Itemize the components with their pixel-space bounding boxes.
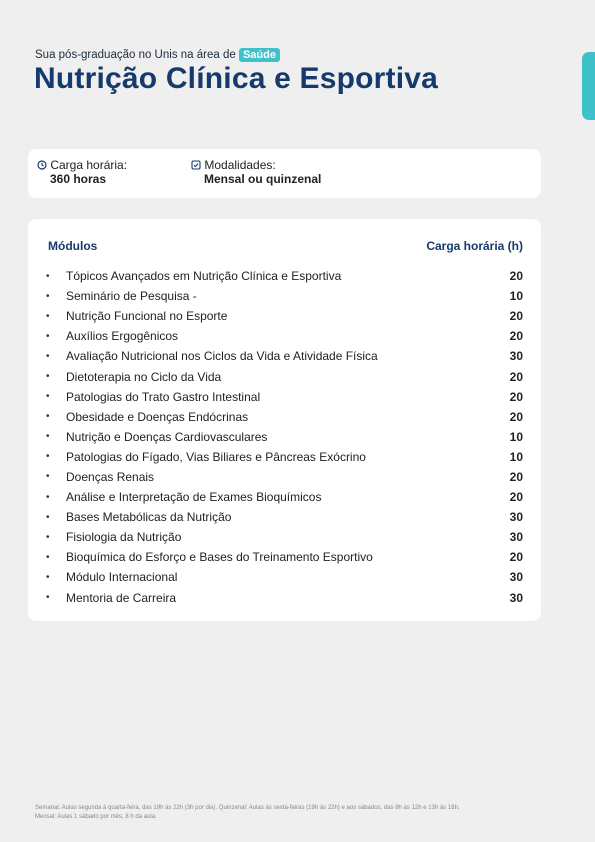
list-item <box>46 567 523 587</box>
modules-card <box>28 219 541 621</box>
bullet: • <box>46 531 50 543</box>
module-name: Doenças Renais <box>66 469 155 484</box>
module-hours: 20 <box>509 389 523 404</box>
list-item <box>46 588 523 608</box>
module-hours: 20 <box>509 329 523 344</box>
module-name: Tópicos Avançados em Nutrição Clínica e Esportiva <box>66 269 342 284</box>
bullet: • <box>46 350 50 362</box>
module-name: Mentoria de Carreira <box>66 590 177 605</box>
module-name: Módulo Internacional <box>66 570 178 585</box>
module-hours: 20 <box>509 269 523 284</box>
course-title: Nutrição Clínica e Esportiva <box>34 62 439 95</box>
module-name: Fisiologia da Nutrição <box>66 530 182 545</box>
modules-column-header: Módulos <box>48 239 98 253</box>
list-item <box>46 286 523 306</box>
side-tab-accent <box>582 52 595 120</box>
list-item <box>46 467 523 487</box>
module-name: Bases Metabólicas da Nutrição <box>66 510 232 525</box>
bullet: • <box>46 511 50 523</box>
bullet: • <box>46 431 50 443</box>
module-hours: 30 <box>509 530 523 545</box>
bullet: • <box>46 491 50 503</box>
list-item <box>46 346 523 366</box>
footnote-line-2: Mensal: Aulas 1 sábado por mês, 8 h da aula. <box>35 814 157 820</box>
modality-value: Mensal ou quinzenal <box>204 172 322 186</box>
module-hours: 20 <box>509 309 523 324</box>
footnote <box>35 804 555 822</box>
checkbox-icon <box>191 160 201 170</box>
list-item <box>46 547 523 567</box>
workload-label: Carga horária: <box>50 158 128 172</box>
module-name: Auxílios Ergogênicos <box>66 329 179 344</box>
list-item <box>46 407 523 427</box>
module-name: Nutrição e Doenças Cardiovasculares <box>66 429 268 444</box>
module-hours: 20 <box>509 469 523 484</box>
module-name: Análise e Interpretação de Exames Bioquímicos <box>66 490 322 505</box>
module-name: Patologias do Fígado, Vias Biliares e Pâncreas Exócrino <box>66 449 366 464</box>
module-hours: 20 <box>509 409 523 424</box>
module-hours: 10 <box>509 449 523 464</box>
module-hours: 10 <box>509 429 523 444</box>
bullet: • <box>46 391 50 403</box>
module-name: Seminário de Pesquisa - <box>66 289 197 304</box>
bullet: • <box>46 371 50 383</box>
module-name: Bioquímica do Esforço e Bases do Treinamento Esportivo <box>66 550 373 565</box>
clock-icon <box>37 160 47 170</box>
list-item <box>46 507 523 527</box>
module-name: Avaliação Nutricional nos Ciclos da Vida e Atividade Física <box>66 349 378 364</box>
intro-text: Sua pós-graduação no Unis na área de <box>35 49 236 61</box>
module-hours: 30 <box>509 510 523 525</box>
module-name: Nutrição Funcional no Esporte <box>66 309 228 324</box>
list-item <box>46 366 523 386</box>
footnote-line-1: Semanal: Aulas segunda à quarta-feira, das 19h às 22h (3h por dia). Quinzenal: Aulas às sexta-feiras (19h às 22h) e aos sábados, das 8h às 12h e 13h às 16h. <box>35 805 460 811</box>
bullet: • <box>46 571 50 583</box>
hours-column-header: Carga horária (h) <box>426 239 523 253</box>
module-name: Patologias do Trato Gastro Intestinal <box>66 389 261 404</box>
module-name: Dietoterapia no Ciclo da Vida <box>66 369 222 384</box>
list-item <box>46 487 523 507</box>
bullet: • <box>46 310 50 322</box>
modality-label: Modalidades: <box>204 158 276 172</box>
workload-info <box>37 158 127 186</box>
info-card <box>28 149 541 198</box>
bullet: • <box>46 551 50 563</box>
bullet: • <box>46 270 50 282</box>
list-item <box>46 527 523 547</box>
bullet: • <box>46 290 50 302</box>
bullet: • <box>46 451 50 463</box>
module-hours: 20 <box>509 550 523 565</box>
module-name: Obesidade e Doenças Endócrinas <box>66 409 249 424</box>
module-hours: 30 <box>509 349 523 364</box>
area-badge: Saúde <box>239 48 280 62</box>
list-item <box>46 387 523 407</box>
module-hours: 10 <box>509 289 523 304</box>
intro-line <box>35 48 280 62</box>
module-hours: 30 <box>509 570 523 585</box>
bullet: • <box>46 411 50 423</box>
modules-list <box>46 266 523 608</box>
list-item <box>46 326 523 346</box>
list-item <box>46 447 523 467</box>
module-hours: 20 <box>509 369 523 384</box>
list-item <box>46 427 523 447</box>
modules-header <box>48 239 523 253</box>
workload-value: 360 horas <box>50 172 107 186</box>
module-hours: 30 <box>509 590 523 605</box>
bullet: • <box>46 471 50 483</box>
list-item <box>46 266 523 286</box>
modality-info <box>191 158 321 186</box>
module-hours: 20 <box>509 490 523 505</box>
list-item <box>46 306 523 326</box>
bullet: • <box>46 330 50 342</box>
bullet: • <box>46 592 50 604</box>
